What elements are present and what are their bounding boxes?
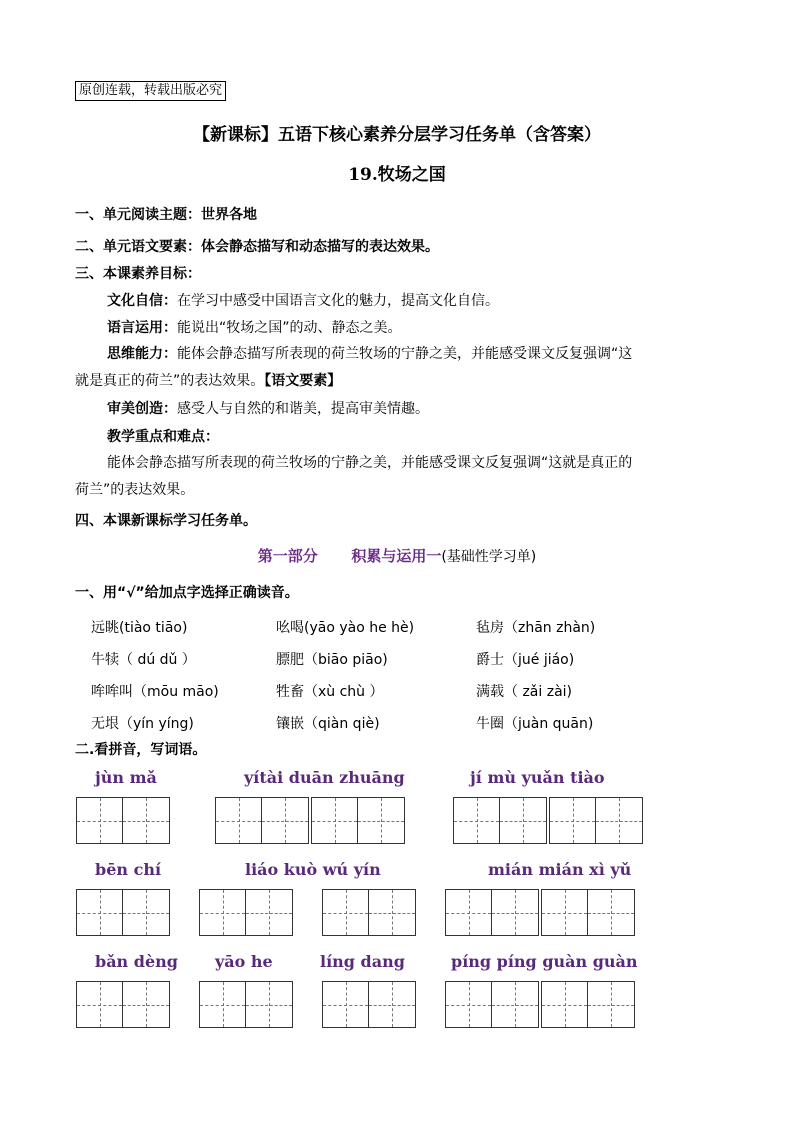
goal-thinking-cont bbox=[75, 370, 341, 390]
goal-thinking bbox=[107, 343, 632, 363]
pinyin-prompt: jùn mǎ bbox=[95, 768, 157, 787]
pinyin-prompt: jí mù yuǎn tiào bbox=[470, 768, 605, 787]
char-box[interactable] bbox=[445, 889, 492, 936]
char-box[interactable] bbox=[369, 889, 416, 936]
char-box[interactable] bbox=[199, 981, 246, 1028]
pinyin-prompt: bǎn dèng bbox=[95, 952, 178, 971]
writing-grid[interactable] bbox=[322, 889, 416, 936]
part-topic: 积累与运用一 bbox=[351, 547, 442, 565]
part-note: (基础性学习单) bbox=[441, 549, 537, 565]
pinyin-choice-item: 膘肥（biāo piāo) bbox=[276, 652, 388, 668]
writing-grid[interactable] bbox=[199, 981, 293, 1028]
goal-thinking-tag: 【语文要素】 bbox=[264, 373, 342, 389]
goal-thinking-text2: 就是真正的荷兰”的表达效果。 bbox=[75, 373, 265, 389]
char-box[interactable] bbox=[322, 889, 369, 936]
writing-grid[interactable] bbox=[215, 797, 405, 844]
goal-culture bbox=[107, 290, 499, 310]
char-box[interactable] bbox=[453, 797, 500, 844]
pinyin-choice-item: 毡房（zhān zhàn) bbox=[476, 620, 596, 636]
lesson-title: 19.牧场之国 bbox=[348, 165, 446, 185]
char-box[interactable] bbox=[588, 981, 635, 1028]
char-box[interactable] bbox=[541, 889, 588, 936]
char-box[interactable] bbox=[199, 889, 246, 936]
char-box[interactable] bbox=[549, 797, 596, 844]
section-language-elements: 二、单元语文要素：体会静态描写和动态描写的表达效果。 bbox=[75, 239, 439, 255]
char-box[interactable] bbox=[311, 797, 358, 844]
writing-grid[interactable] bbox=[322, 981, 416, 1028]
char-box[interactable] bbox=[246, 889, 293, 936]
pinyin-prompt: yítài duān zhuāng bbox=[244, 768, 405, 787]
writing-grid[interactable] bbox=[76, 981, 170, 1028]
pinyin-choice-item: 无垠（yín yíng) bbox=[91, 716, 194, 732]
char-box[interactable] bbox=[215, 797, 262, 844]
copyright-notice: 原创连载，转载出版必究 bbox=[75, 81, 226, 101]
pinyin-choice-item: 爵士（jué jiáo) bbox=[476, 652, 575, 668]
char-box[interactable] bbox=[500, 797, 547, 844]
char-box[interactable] bbox=[76, 981, 123, 1028]
char-box[interactable] bbox=[76, 889, 123, 936]
char-box[interactable] bbox=[123, 981, 170, 1028]
char-box[interactable] bbox=[123, 889, 170, 936]
pinyin-choice-item: 镶嵌（qiàn qiè) bbox=[276, 716, 380, 732]
pinyin-prompt: píng píng guàn guàn bbox=[451, 952, 638, 971]
part-heading bbox=[0, 545, 794, 566]
char-box[interactable] bbox=[123, 797, 170, 844]
writing-grid[interactable] bbox=[76, 797, 170, 844]
char-box[interactable] bbox=[588, 889, 635, 936]
goal-culture-label: 文化自信： bbox=[107, 293, 177, 309]
char-box[interactable] bbox=[76, 797, 123, 844]
writing-grid[interactable] bbox=[445, 889, 635, 936]
goal-aesthetic bbox=[107, 398, 429, 418]
q1-heading: 一、用“√”给加点字选择正确读音。 bbox=[75, 585, 299, 601]
section-literacy-goals: 三、本课素养目标： bbox=[75, 266, 201, 282]
char-box[interactable] bbox=[492, 889, 539, 936]
pinyin-prompt: yāo he bbox=[215, 952, 273, 971]
writing-grid[interactable] bbox=[76, 889, 170, 936]
pinyin-choice-item: 牛圈（juàn quān) bbox=[476, 716, 594, 732]
goal-thinking-label: 思维能力： bbox=[107, 346, 177, 362]
char-box[interactable] bbox=[445, 981, 492, 1028]
char-box[interactable] bbox=[596, 797, 643, 844]
section-reading-theme: 一、单元阅读主题：世界各地 bbox=[75, 207, 257, 223]
pinyin-prompt: líng dang bbox=[320, 952, 405, 971]
goal-language-label: 语言运用： bbox=[107, 320, 177, 336]
writing-grid[interactable] bbox=[453, 797, 643, 844]
char-box[interactable] bbox=[369, 981, 416, 1028]
q2-heading: 二.看拼音，写词语。 bbox=[75, 742, 207, 758]
part-name: 第一部分 bbox=[257, 547, 318, 565]
writing-grid[interactable] bbox=[445, 981, 635, 1028]
goal-language bbox=[107, 317, 402, 337]
pinyin-choice-item: 远眺(tiào tiāo) bbox=[91, 620, 188, 636]
pinyin-prompt: liáo kuò wú yín bbox=[245, 860, 381, 879]
pinyin-choice-item: 吆喝(yāo yào he hè) bbox=[276, 620, 415, 636]
char-box[interactable] bbox=[262, 797, 309, 844]
pinyin-choice-item: 哞哞叫（mōu māo) bbox=[91, 684, 219, 700]
pinyin-prompt: mián mián xì yǔ bbox=[488, 860, 632, 879]
goal-aesthetic-label: 审美创造： bbox=[107, 401, 177, 417]
pinyin-choice-item: 牲畜（xù chù ） bbox=[276, 684, 384, 700]
char-box[interactable] bbox=[541, 981, 588, 1028]
section-task-list: 四、本课新课标学习任务单。 bbox=[75, 513, 257, 529]
focus-label: 教学重点和难点： bbox=[107, 429, 219, 445]
focus-text-line2: 荷兰”的表达效果。 bbox=[75, 482, 195, 498]
goal-aesthetic-text: 感受人与自然的和谐美，提高审美情趣。 bbox=[177, 401, 429, 417]
document-title: 【新课标】五语下核心素养分层学习任务单（含答案） bbox=[193, 125, 601, 145]
pinyin-choice-item: 牛犊（ dú dǔ ） bbox=[91, 652, 196, 668]
writing-grid[interactable] bbox=[199, 889, 293, 936]
goal-language-text: 能说出“牧场之国”的动、静态之美。 bbox=[177, 320, 402, 336]
char-box[interactable] bbox=[358, 797, 405, 844]
char-box[interactable] bbox=[246, 981, 293, 1028]
goal-thinking-text: 能体会静态描写所表现的荷兰牧场的宁静之美，并能感受课文反复强调“这 bbox=[177, 346, 633, 362]
char-box[interactable] bbox=[492, 981, 539, 1028]
char-box[interactable] bbox=[322, 981, 369, 1028]
pinyin-choice-item: 满载（ zǎi zài) bbox=[476, 684, 572, 700]
goal-culture-text: 在学习中感受中国语言文化的魅力，提高文化自信。 bbox=[177, 293, 499, 309]
focus-text-line1: 能体会静态描写所表现的荷兰牧场的宁静之美，并能感受课文反复强调“这就是真正的 bbox=[107, 455, 633, 471]
pinyin-prompt: bēn chí bbox=[95, 860, 162, 879]
